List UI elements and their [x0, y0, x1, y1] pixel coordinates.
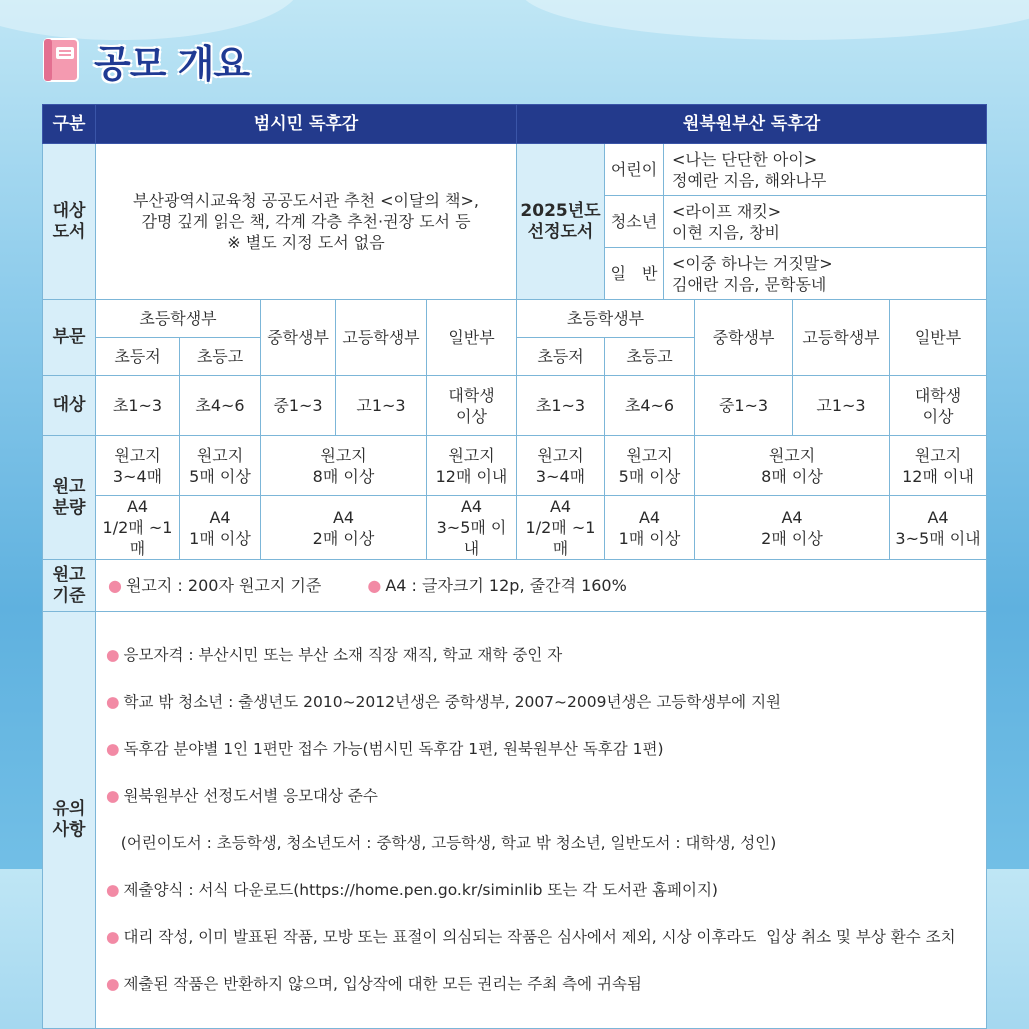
contest-overview-table	[42, 104, 987, 1029]
row-label-target: 대상	[43, 376, 96, 436]
target-cell: 대학생 이상	[890, 376, 987, 436]
target-cell: 초4~6	[180, 376, 261, 436]
book-youth: <라이프 재킷> 이현 지음, 창비	[664, 196, 987, 248]
note-item: ● 독후감 분야별 1인 1편만 접수 가능(범시민 독후감 1편, 원북원부산 독후감 1편)	[106, 739, 664, 758]
book-group-children: 어린이	[605, 144, 664, 196]
division-middle: 중학생부	[695, 300, 793, 376]
division-high: 고등학생부	[793, 300, 890, 376]
section-header	[42, 34, 249, 86]
division-elem-high: 초등고	[605, 338, 695, 376]
row-label-notes: 유의 사항	[43, 612, 96, 1029]
standard-manuscript: 원고지 : 200자 원고지 기준	[125, 576, 322, 595]
row-label-division: 부문	[43, 300, 96, 376]
target-cell: 초4~6	[605, 376, 695, 436]
standard-a4: A4 : 글자크기 12p, 줄간격 160%	[385, 576, 627, 595]
bullet-icon: ●	[106, 739, 120, 758]
bullet-icon: ●	[106, 880, 120, 899]
book-children: <나는 단단한 아이> 정예란 지음, 해와나무	[664, 144, 987, 196]
note-item: ● 대리 작성, 이미 발표된 작품, 모방 또는 표절이 의심되는 작품은 심사에서 제외, 시상 이후라도 입상 취소 및 부상 환수 조치	[106, 927, 956, 946]
division-elem-low: 초등저	[517, 338, 605, 376]
background-wave	[520, 0, 1029, 40]
page-title: 공모 개요	[94, 41, 250, 86]
row-label-standard: 원고 기준	[43, 560, 96, 612]
note-item: ● 학교 밖 청소년 : 출생년도 2010~2012년생은 중학생부, 2007~2009년생은 고등학생부에 지원	[106, 692, 782, 711]
division-elem-high: 초등고	[180, 338, 261, 376]
target-cell: 대학생 이상	[427, 376, 517, 436]
book-icon	[42, 37, 82, 83]
manuscript-cell: 원고지 5매 이상	[180, 436, 261, 496]
division-general: 일반부	[427, 300, 517, 376]
a4-cell: A4 3~5매 이내	[890, 496, 987, 560]
note-item: ● 제출된 작품은 반환하지 않으며, 입상작에 대한 모든 권리는 주최 측에 귀속됨	[106, 974, 642, 993]
selected-books-label: 2025년도 선정도서	[517, 144, 605, 300]
a4-cell: A4 1매 이상	[605, 496, 695, 560]
bullet-icon: ●	[106, 692, 120, 711]
target-cell: 중1~3	[261, 376, 336, 436]
target-cell: 중1~3	[695, 376, 793, 436]
division-elem-low: 초등저	[96, 338, 180, 376]
header-category: 구분	[43, 105, 96, 144]
manuscript-cell: 원고지 12매 이내	[890, 436, 987, 496]
a4-cell: A4 1/2매 ~1매	[96, 496, 180, 560]
note-item: (어린이도서 : 초등학생, 청소년도서 : 중학생, 고등학생, 학교 밖 청소년, 일반도서 : 대학생, 성인)	[106, 833, 777, 852]
bullet-icon: ●	[106, 974, 120, 993]
manuscript-cell: 원고지 3~4매	[517, 436, 605, 496]
manuscript-cell: 원고지 12매 이내	[427, 436, 517, 496]
manuscript-cell: 원고지 3~4매	[96, 436, 180, 496]
division-high: 고등학생부	[336, 300, 427, 376]
bullet-icon: ●	[108, 576, 122, 595]
note-item: ● 제출양식 : 서식 다운로드(https://home.pen.go.kr/siminlib 또는 각 도서관 홈페이지)	[106, 880, 718, 899]
bullet-icon: ●	[367, 576, 382, 595]
note-item: ● 응모자격 : 부산시민 또는 부산 소재 직장 재직, 학교 재학 중인 자	[106, 645, 563, 664]
target-cell: 초1~3	[96, 376, 180, 436]
notes-cell	[96, 612, 987, 1029]
note-item: ● 원북원부산 선정도서별 응모대상 준수	[106, 786, 378, 805]
manuscript-cell: 원고지 8매 이상	[695, 436, 890, 496]
a4-cell: A4 2매 이상	[261, 496, 427, 560]
a4-cell: A4 2매 이상	[695, 496, 890, 560]
bullet-icon: ●	[106, 645, 120, 664]
header-onebook-essay: 원북원부산 독후감	[517, 105, 987, 144]
row-label-target-books: 대상 도서	[43, 144, 96, 300]
manuscript-cell: 원고지 8매 이상	[261, 436, 427, 496]
target-cell: 초1~3	[517, 376, 605, 436]
row-label-volume: 원고 분량	[43, 436, 96, 560]
bullet-icon: ●	[106, 786, 120, 805]
header-citizen-essay: 범시민 독후감	[96, 105, 517, 144]
a4-cell: A4 3~5매 이내	[427, 496, 517, 560]
division-middle: 중학생부	[261, 300, 336, 376]
book-group-youth: 청소년	[605, 196, 664, 248]
division-elementary: 초등학생부	[96, 300, 261, 338]
book-group-general: 일 반	[605, 248, 664, 300]
manuscript-standards	[96, 560, 987, 612]
division-elementary: 초등학생부	[517, 300, 695, 338]
target-cell: 고1~3	[793, 376, 890, 436]
bullet-icon: ●	[106, 927, 120, 946]
a4-cell: A4 1매 이상	[180, 496, 261, 560]
manuscript-cell: 원고지 5매 이상	[605, 436, 695, 496]
target-cell: 고1~3	[336, 376, 427, 436]
book-general: <이중 하나는 거짓말> 김애란 지음, 문학동네	[664, 248, 987, 300]
citizen-target-books: 부산광역시교육청 공공도서관 추천 <이달의 책>, 감명 깊게 읽은 책, 각계 각층 추천·권장 도서 등 ※ 별도 지정 도서 없음	[96, 144, 517, 300]
division-general: 일반부	[890, 300, 987, 376]
a4-cell: A4 1/2매 ~1매	[517, 496, 605, 560]
